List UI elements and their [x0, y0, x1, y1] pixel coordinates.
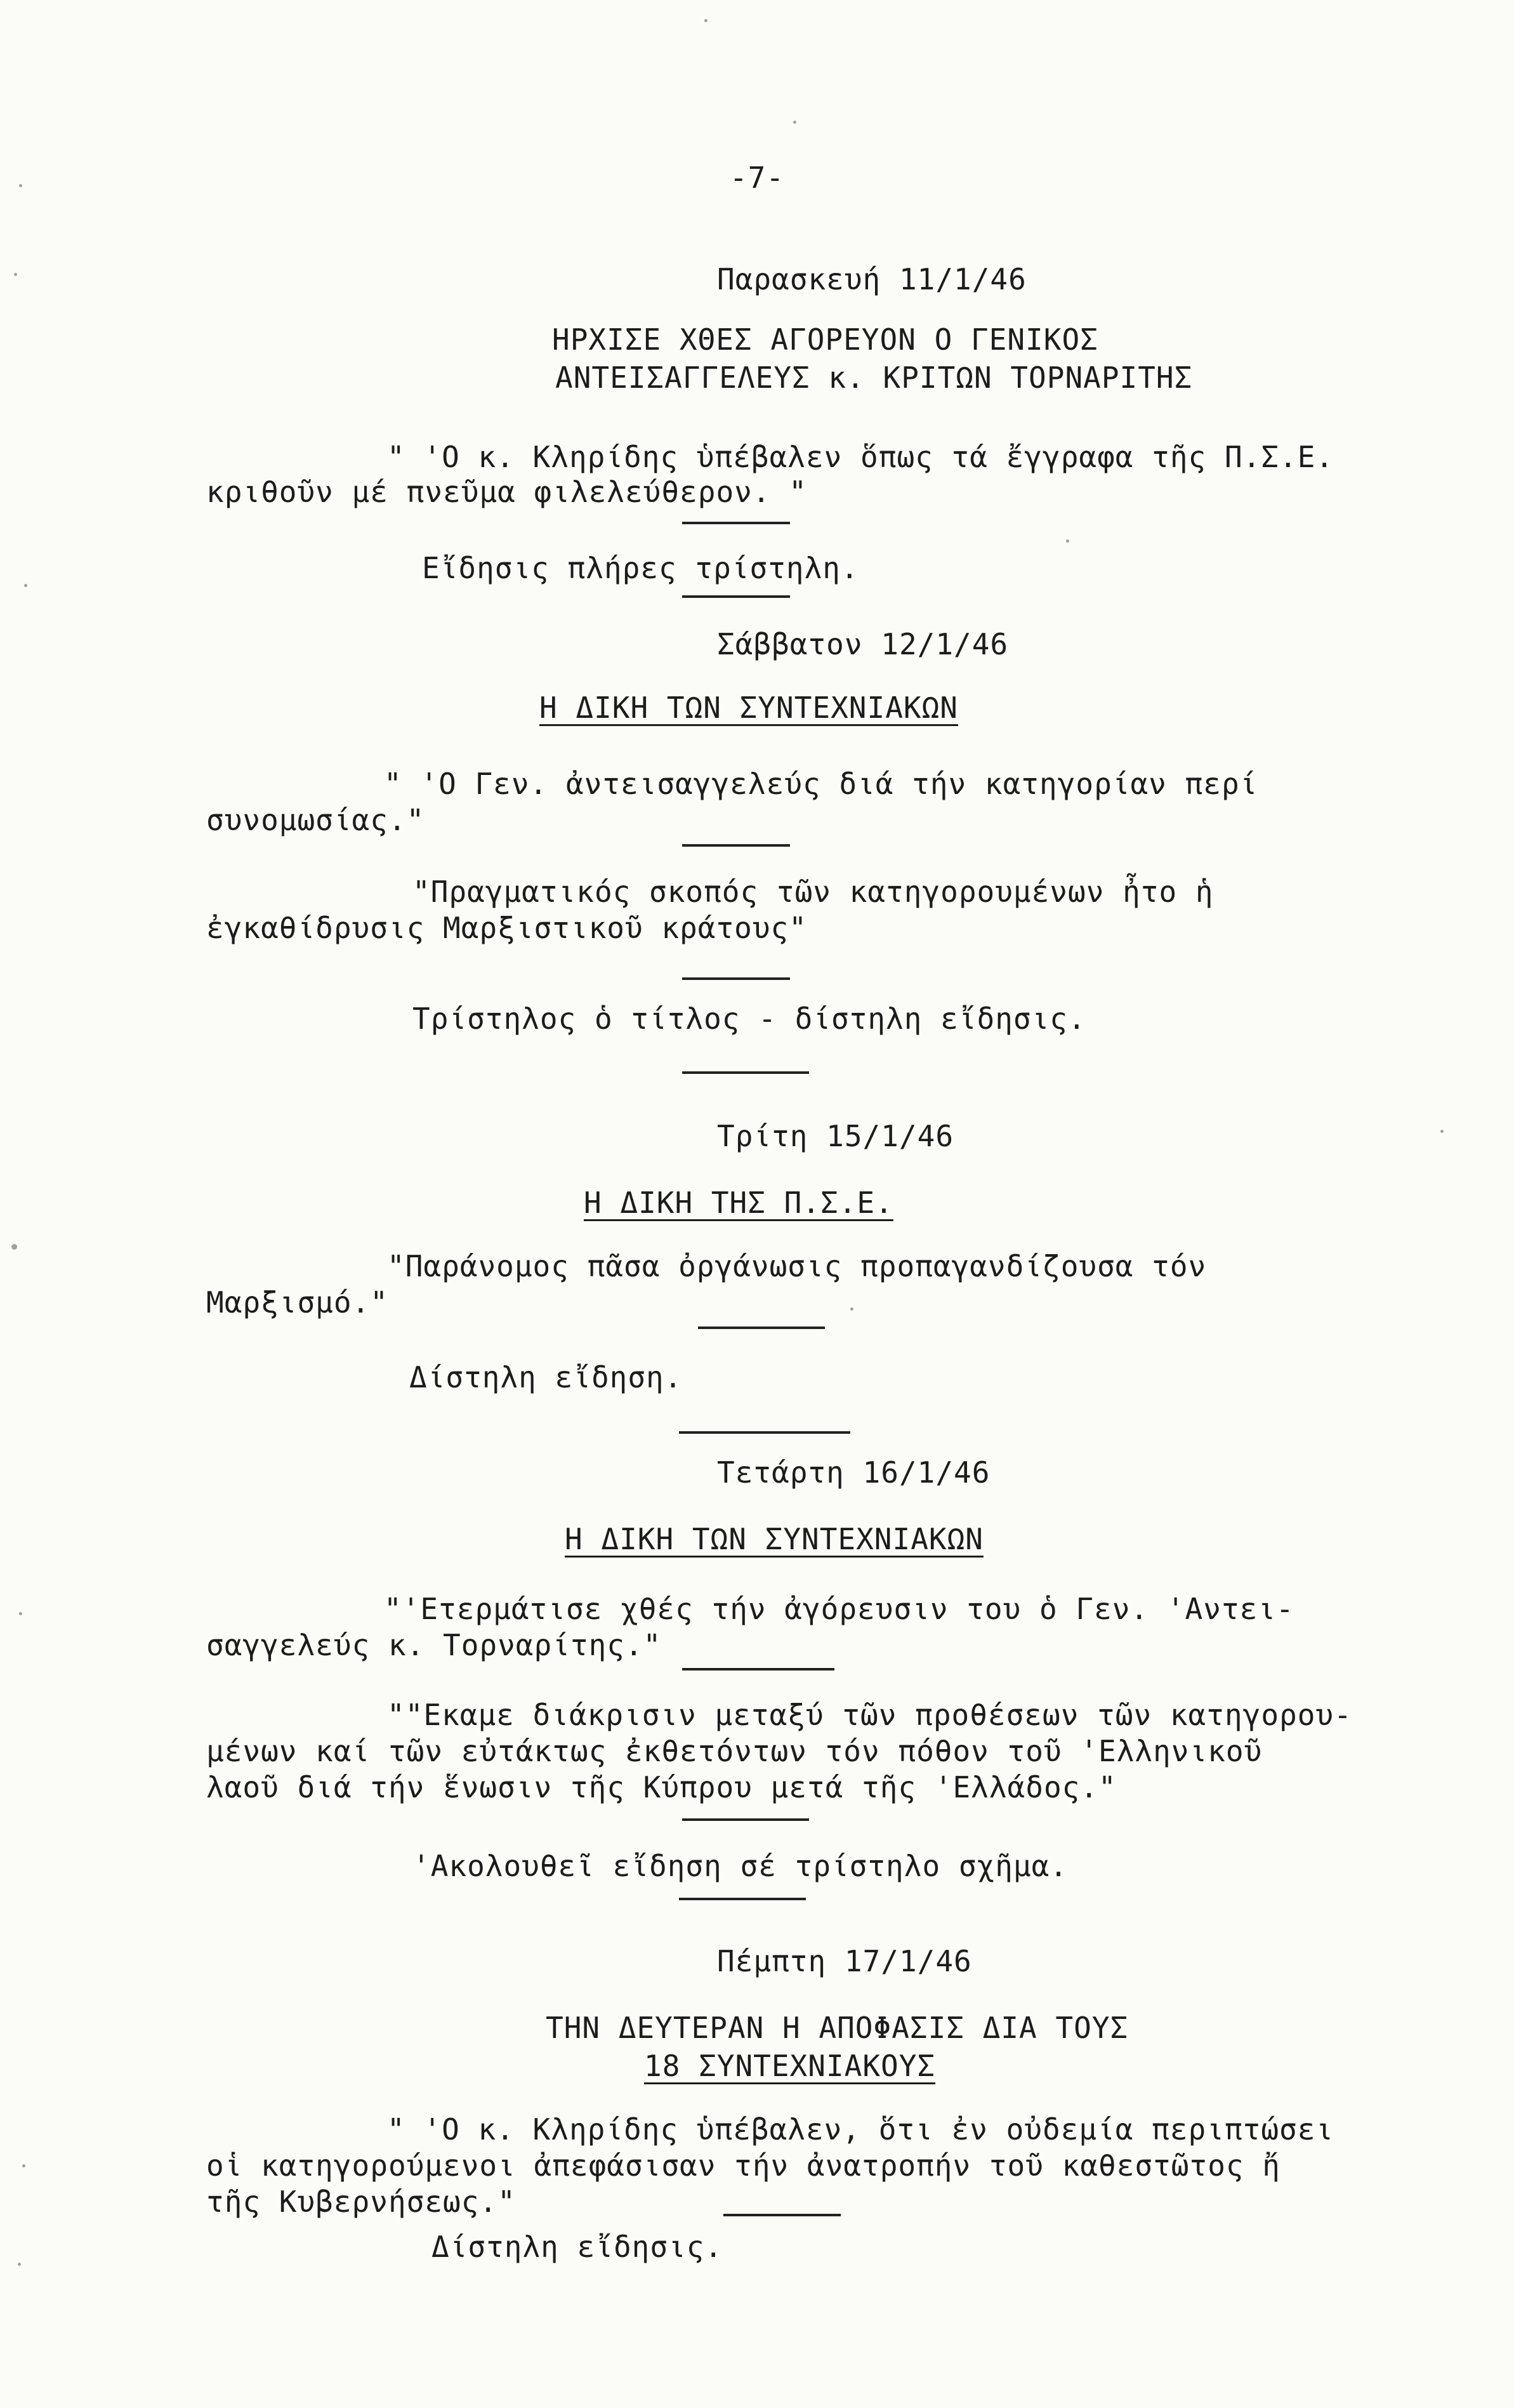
separator — [723, 2214, 841, 2216]
section-2-note: Τρίστηλος ὁ τίτλος - δίστηλη εἴδησις. — [412, 1002, 1086, 1036]
page-number: -7- — [729, 161, 785, 195]
section-5-quote-line-2: οἱ κατηγορούμενοι ἀπεφάσισαν τήν ἀνατροπήν τοῦ καθεστῶτος ἤ — [206, 2148, 1280, 2183]
section-3-headline: Η ΔΙΚΗ ΤΗΣ Π.Σ.Ε. — [584, 1186, 893, 1220]
section-1-headline-line-2: ΑΝΤΕΙΣΑΓΓΕΛΕΥΣ κ. ΚΡΙΤΩΝ ΤΟΡΝΑΡΙΤΗΣ — [555, 361, 1193, 395]
scan-speck — [19, 184, 22, 187]
section-4-quote-2-line-2: μένων καί τῶν εὐτάκτως ἐκθετόντων τόν πόθον τοῦ 'Ελληνικοῦ — [206, 1734, 1263, 1768]
section-2-quote-2-line-1: "Πραγματικός σκοπός τῶν κατηγορουμένων ἦτο ἡ — [412, 875, 1214, 909]
section-4-headline: Η ΔΙΚΗ ΤΩΝ ΣΥΝΤΕΧΝΙΑΚΩΝ — [565, 1522, 984, 1556]
separator — [679, 1431, 850, 1434]
section-4-date: Τετάρτη 16/1/46 — [717, 1455, 991, 1490]
section-5-note: Δίστηλη εἴδησις. — [431, 2230, 723, 2264]
scan-speck — [850, 1307, 853, 1311]
section-3-quote-line-2: Μαρξισμό." — [206, 1285, 388, 1320]
section-1-quote-line-2: κριθοῦν μέ πνεῦμα φιλελεύθερον. " — [206, 475, 807, 509]
section-2-quote-2-line-2: ἐγκαθίδρυσις Μαρξιστικοῦ κράτους" — [206, 911, 807, 945]
scan-speck — [14, 273, 17, 276]
section-4-quote-2-line-3: λαοῦ διά τήν ἕνωσιν τῆς Κύπρου μετά τῆς 'Ελλάδος." — [206, 1770, 1117, 1804]
section-1-date: Παρασκευή 11/1/46 — [717, 262, 1027, 296]
section-3-quote-line-1: "Παράνομος πᾶσα ὀργάνωσις προπαγανδίζουσα τόν — [387, 1249, 1207, 1283]
separator — [682, 1071, 809, 1074]
scan-speck — [793, 121, 796, 124]
separator — [682, 1668, 834, 1670]
section-4-quote-1-line-2: σαγγελεύς κ. Τορναρίτης." — [206, 1628, 662, 1662]
section-4-note: 'Ακολουθεῖ εἴδηση σέ τρίστηλο σχῆμα. — [412, 1849, 1068, 1883]
section-4-quote-2-line-1: ""Εκαμε διάκρισιν μεταξύ τῶν προθέσεων τῶν κατηγορου- — [387, 1698, 1352, 1732]
section-2-date: Σάββατον 12/1/46 — [717, 627, 1009, 661]
section-5-quote-line-3: τῆς Κυβερνήσεως." — [206, 2185, 516, 2219]
section-5-headline-line-1: ΤΗΝ ΔΕΥΤΕΡΑΝ Η ΑΠΟΦΑΣΙΣ ΔΙΑ ΤΟΥΣ — [546, 2011, 1129, 2045]
separator — [682, 595, 790, 598]
scan-speck — [24, 584, 27, 587]
section-1-note: Εἴδησις πλήρες τρίστηλη. — [422, 551, 859, 585]
section-4-quote-1-line-1: "'Ετερμάτισε χθές τήν ἀγόρευσιν του ὁ Γεν. 'Αντει- — [384, 1592, 1294, 1626]
scan-speck — [22, 2164, 25, 2167]
section-1-headline-line-1: ΗΡΧΙΣΕ ΧΘΕΣ ΑΓΟΡΕΥΟΝ Ο ΓΕΝΙΚΟΣ — [552, 322, 1098, 357]
section-5-date: Πέμπτη 17/1/46 — [717, 1944, 972, 1978]
section-2-headline: Η ΔΙΚΗ ΤΩΝ ΣΥΝΤΕΧΝΙΑΚΩΝ — [539, 691, 958, 725]
section-3-note: Δίστηλη εἴδηση. — [409, 1360, 683, 1394]
separator — [679, 1898, 806, 1900]
separator — [698, 1326, 825, 1329]
scan-speck — [18, 2263, 21, 2266]
separator — [682, 844, 790, 847]
separator — [682, 977, 790, 980]
section-2-quote-1-line-1: " 'Ο Γεν. ἀντεισαγγελεύς διά τήν κατηγορίαν περί — [384, 767, 1258, 801]
section-5-quote-line-1: " 'Ο κ. Κληρίδης ὑπέβαλεν, ὅτι ἐν οὐδεμία περιπτώσει — [387, 2112, 1334, 2147]
scan-speck — [1440, 1130, 1444, 1133]
section-3-date: Τρίτη 15/1/46 — [717, 1119, 954, 1153]
separator — [682, 1818, 809, 1821]
scan-speck — [11, 1244, 17, 1250]
scan-speck — [1066, 539, 1069, 543]
section-2-quote-1-line-2: συνομωσίας." — [206, 803, 425, 837]
section-1-quote-line-1: " 'Ο κ. Κληρίδης ὑπέβαλεν ὅπως τά ἔγγραφα τῆς Π.Σ.Ε. — [387, 440, 1334, 474]
scan-speck — [704, 19, 708, 22]
separator — [682, 522, 790, 524]
section-5-headline-line-2: 18 ΣΥΝΤΕΧΝΙΑΚΟΥΣ — [644, 2049, 936, 2083]
scan-speck — [19, 1612, 22, 1615]
